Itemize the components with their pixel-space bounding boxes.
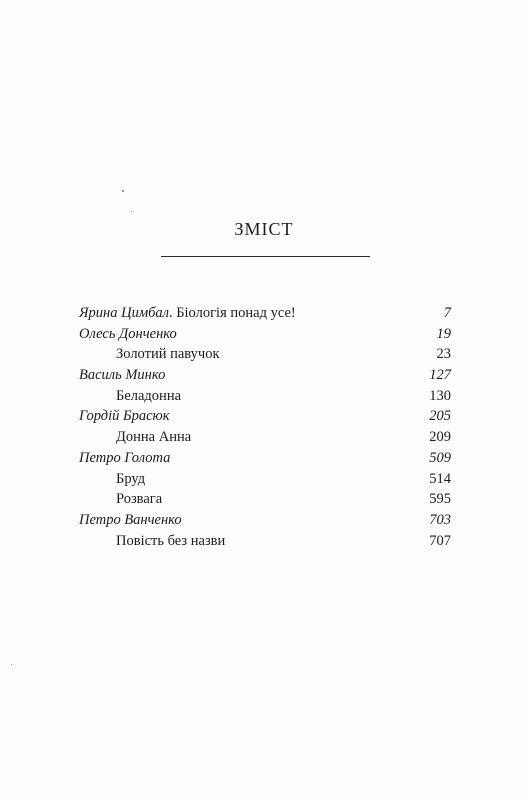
toc-page-number: 19 bbox=[436, 325, 451, 342]
toc-entry-work bbox=[0, 427, 528, 448]
toc-separator: . bbox=[168, 305, 177, 321]
toc-work-title: Донна Анна bbox=[116, 429, 192, 446]
toc-page-number: 205 bbox=[429, 408, 451, 425]
toc-author-name: Ярина Цимбал bbox=[79, 305, 169, 321]
toc-work-title: Розвага bbox=[116, 491, 163, 508]
toc-page-number: 127 bbox=[429, 367, 451, 384]
toc-entry-author bbox=[0, 324, 528, 345]
toc-entry-author bbox=[0, 448, 528, 469]
page-title: ЗМІСТ bbox=[234, 219, 294, 239]
toc-entry-intro bbox=[0, 303, 528, 324]
toc-page-number: 707 bbox=[429, 532, 451, 549]
toc-author-name: Олесь Донченко bbox=[79, 325, 177, 342]
toc-author-name: Петро Ванченко bbox=[79, 511, 182, 528]
toc-title: Біологія понад усе! bbox=[176, 305, 296, 321]
toc-page-number: 703 bbox=[429, 511, 451, 528]
toc-work-title: Бруд bbox=[116, 470, 146, 487]
toc-entry-work bbox=[0, 386, 528, 407]
toc-page-number: 130 bbox=[429, 387, 451, 404]
toc-entry-author bbox=[0, 365, 528, 386]
toc-page-number: 23 bbox=[436, 346, 451, 363]
toc-page-number: 7 bbox=[443, 305, 451, 321]
title-divider bbox=[161, 256, 370, 257]
toc-author-name: Гордій Брасюк bbox=[79, 408, 170, 425]
print-speck bbox=[122, 190, 124, 192]
toc-entry-author bbox=[0, 406, 528, 427]
toc-entry-work bbox=[0, 344, 528, 365]
toc-page-number: 514 bbox=[429, 470, 451, 487]
print-speck bbox=[131, 211, 132, 212]
toc-entry-work bbox=[0, 469, 528, 490]
print-speck bbox=[11, 664, 12, 665]
toc-author-name: Василь Минко bbox=[79, 367, 166, 384]
toc-page-number: 509 bbox=[429, 449, 451, 466]
table-of-contents bbox=[0, 303, 528, 551]
toc-page-number: 209 bbox=[429, 429, 451, 446]
toc-entry-work bbox=[0, 531, 528, 552]
toc-work-title: Золотий павучок bbox=[116, 346, 220, 363]
toc-author-name: Петро Голота bbox=[79, 449, 171, 466]
toc-entry-work bbox=[0, 489, 528, 510]
toc-work-title: Беладонна bbox=[116, 387, 182, 404]
toc-work-title: Повість без назви bbox=[116, 532, 226, 549]
toc-page-number: 595 bbox=[429, 491, 451, 508]
toc-entry-author bbox=[0, 510, 528, 531]
toc-entry-text bbox=[79, 303, 296, 323]
